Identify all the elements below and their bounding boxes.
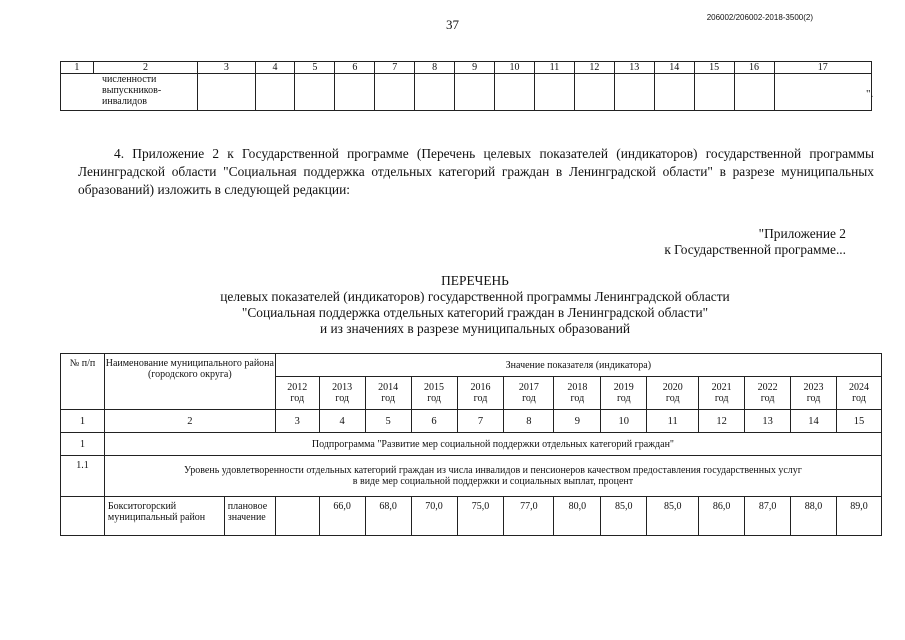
year-cell — [699, 377, 745, 410]
column-number: 12 — [699, 410, 745, 433]
appendix-reference — [640, 226, 846, 258]
year-unit: год — [290, 393, 305, 404]
table-cell: 80,0 — [554, 497, 601, 536]
year-unit: год — [616, 393, 631, 404]
column-number: 13 — [745, 410, 791, 433]
table-cell: 5 — [295, 62, 335, 74]
year-unit: год — [760, 393, 775, 404]
table-cell — [61, 497, 105, 536]
row-label-line: численности — [102, 74, 157, 85]
table-cell: 16 — [734, 62, 774, 74]
year-value: 2019 — [613, 382, 634, 393]
previous-table-row — [61, 74, 872, 111]
table-cell: 4 — [255, 62, 295, 74]
column-number: 3 — [275, 410, 319, 433]
table-cell — [495, 74, 535, 111]
table-cell — [275, 497, 319, 536]
year-cell — [601, 377, 647, 410]
column-number: 7 — [457, 410, 504, 433]
table-cell — [774, 74, 874, 111]
title-line: ПЕРЕЧЕНЬ — [441, 273, 509, 288]
year-value: 2015 — [424, 382, 445, 393]
year-unit: год — [852, 393, 866, 404]
table-cell — [455, 74, 495, 111]
table-cell: 68,0 — [365, 497, 411, 536]
previous-table-number-row — [61, 62, 872, 74]
list-title — [60, 273, 890, 337]
indicator-row — [61, 456, 882, 497]
year-unit: год — [806, 393, 821, 404]
table-cell — [694, 74, 734, 111]
column-numbers-row — [61, 410, 882, 433]
column-number: 1 — [61, 410, 105, 433]
table-cell: 17 — [774, 62, 871, 74]
table-cell: 7 — [375, 62, 415, 74]
table-cell — [335, 74, 375, 111]
header-group: Значение показателя (индикатора) — [275, 354, 881, 377]
year-unit: год — [473, 393, 488, 404]
year-unit: год — [335, 393, 349, 404]
year-cell — [504, 377, 554, 410]
year-cell — [791, 377, 837, 410]
closing-quote: ". — [866, 88, 874, 100]
column-number: 9 — [554, 410, 601, 433]
document-id: 206002/206002-2018-3500(2) — [706, 13, 813, 22]
table-cell — [61, 74, 198, 111]
year-value: 2023 — [803, 382, 824, 393]
indicator-line: в виде мер социальной поддержки и социальных выплат, процент — [352, 476, 634, 487]
table-cell: 85,0 — [647, 497, 699, 536]
year-unit: год — [522, 393, 536, 404]
table-cell: 88,0 — [791, 497, 837, 536]
table-cell: 10 — [495, 62, 535, 74]
title-line: "Социальная поддержка отдельных категорий граждан в Ленинградской области" — [241, 305, 709, 320]
year-cell — [411, 377, 457, 410]
table-cell: 11 — [534, 62, 574, 74]
table-cell — [255, 74, 295, 111]
table-cell: 86,0 — [699, 497, 745, 536]
year-unit: год — [714, 393, 729, 404]
year-cell — [457, 377, 504, 410]
table-cell: 6 — [335, 62, 375, 74]
year-value: 2012 — [287, 382, 308, 393]
table-cell: 2 — [93, 62, 197, 74]
table-cell: 13 — [614, 62, 654, 74]
year-unit: год — [427, 393, 441, 404]
table-cell: 1 — [61, 62, 94, 74]
section-number: 1 — [61, 433, 105, 456]
value-type: плановое значение — [224, 497, 275, 536]
year-cell — [745, 377, 791, 410]
table-cell — [734, 74, 774, 111]
row-label-line: выпускников- — [102, 85, 162, 96]
table-cell: 66,0 — [319, 497, 365, 536]
row-label-line: инвалидов — [102, 96, 147, 107]
table-row — [61, 497, 882, 536]
table-cell — [415, 74, 455, 111]
header-row — [61, 354, 882, 377]
table-cell — [375, 74, 415, 111]
table-cell: 8 — [415, 62, 455, 74]
table-cell: 87,0 — [745, 497, 791, 536]
year-value: 2024 — [848, 382, 869, 393]
section-row — [61, 433, 882, 456]
district-name: Бокситогорский муниципальный район — [104, 497, 224, 536]
year-value: 2021 — [711, 382, 732, 393]
year-unit: год — [665, 393, 680, 404]
table-cell: 15 — [694, 62, 734, 74]
year-value: 2017 — [518, 382, 539, 393]
table-cell — [654, 74, 694, 111]
column-number: 4 — [319, 410, 365, 433]
table-cell — [198, 74, 255, 111]
year-cell — [319, 377, 365, 410]
table-cell — [574, 74, 614, 111]
year-unit: год — [570, 393, 585, 404]
header-num: № п/п — [61, 354, 105, 410]
previous-table — [60, 61, 872, 111]
table-cell: 9 — [455, 62, 495, 74]
year-cell — [554, 377, 601, 410]
indicator-number: 1.1 — [61, 456, 105, 497]
table-cell: 70,0 — [411, 497, 457, 536]
column-number: 10 — [601, 410, 647, 433]
year-cell — [365, 377, 411, 410]
column-number: 5 — [365, 410, 411, 433]
year-value: 2013 — [332, 382, 353, 393]
amendment-paragraph: 4. Приложение 2 к Государственной программе (Перечень целевых показателей (индикаторов) государственной программы Ленинградской области "Социальная поддержка отдельных категорий граждан в Ленинградской области" в разрезе муниципальных образований) изложить в следующей редакции: — [78, 146, 874, 197]
table-cell: 75,0 — [457, 497, 504, 536]
title-line: и из значениях в разрезе муниципальных образований — [319, 321, 631, 336]
year-cell — [275, 377, 319, 410]
appendix-line: к Государственной программе... — [664, 242, 846, 257]
indicator-line: Уровень удовлетворенности отдельных категорий граждан из числа инвалидов и пенсионеров качеством предоставления государственных услуг — [184, 465, 802, 476]
table-cell: 14 — [654, 62, 694, 74]
year-value: 2020 — [662, 382, 683, 393]
column-number: 14 — [791, 410, 837, 433]
table-cell — [295, 74, 335, 111]
table-cell: 89,0 — [836, 497, 881, 536]
column-number: 6 — [411, 410, 457, 433]
table-cell: 3 — [198, 62, 255, 74]
table-cell: 12 — [574, 62, 614, 74]
table-cell: 77,0 — [504, 497, 554, 536]
column-number: 15 — [836, 410, 881, 433]
year-value: 2014 — [378, 382, 399, 393]
appendix-line: "Приложение 2 — [758, 226, 846, 241]
year-value: 2018 — [567, 382, 588, 393]
column-number: 2 — [104, 410, 275, 433]
indicator-title — [104, 456, 881, 497]
table-cell — [534, 74, 574, 111]
year-unit: год — [381, 393, 395, 404]
header-name: Наименование муниципального района (городского округа) — [104, 354, 275, 410]
indicators-table — [60, 353, 882, 536]
page-number: 37 — [446, 17, 459, 32]
title-line: целевых показателей (индикаторов) государственной программы Ленинградской области — [220, 289, 730, 304]
table-cell: 85,0 — [601, 497, 647, 536]
year-value: 2016 — [470, 382, 491, 393]
year-cell — [647, 377, 699, 410]
section-title: Подпрограмма "Развитие мер социальной поддержки отдельных категорий граждан" — [104, 433, 881, 456]
column-number: 8 — [504, 410, 554, 433]
year-value: 2022 — [757, 382, 778, 393]
column-number: 11 — [647, 410, 699, 433]
table-cell — [614, 74, 654, 111]
year-cell — [836, 377, 881, 410]
